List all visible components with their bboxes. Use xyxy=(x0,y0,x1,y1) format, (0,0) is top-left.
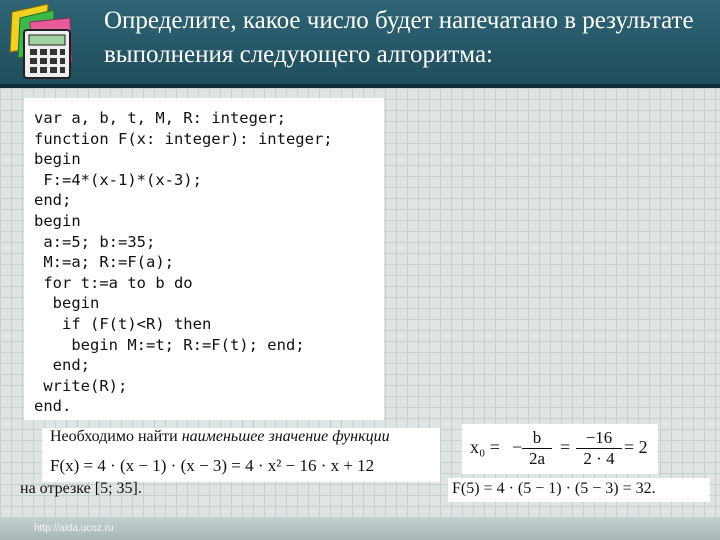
fraction-denominator: 2 · 4 xyxy=(583,449,615,468)
interval-text: на отрезке [5; 35]. xyxy=(20,480,142,497)
code-line: end; xyxy=(34,356,90,375)
header-divider xyxy=(0,84,720,88)
code-line: var a, b, t, M, R: integer; xyxy=(34,109,286,127)
code-line: begin xyxy=(34,211,81,230)
fraction-denominator: 2a xyxy=(528,449,546,468)
code-line: if (F(t)<R) then xyxy=(34,314,212,333)
solution-emphasis: наименьшее значение функции xyxy=(181,428,390,445)
vertex-equals: = xyxy=(560,437,571,457)
solution-statement xyxy=(50,428,390,446)
solution-text: Необходимо найти xyxy=(50,428,182,445)
code-panel xyxy=(24,98,384,420)
code-line: begin xyxy=(34,150,81,169)
code-line: begin xyxy=(34,294,100,313)
f5-evaluation: F(5) = 4 · (5 − 1) · (5 − 3) = 32. xyxy=(452,480,656,497)
vertex-minus: − xyxy=(512,437,523,457)
code-line: end; xyxy=(34,191,72,210)
vertex-result: = 2 xyxy=(624,437,648,457)
code-line: M:=a; R:=F(a); xyxy=(34,253,174,272)
code-line: F:=4*(x-1)*(x-3); xyxy=(34,170,202,189)
code-line: write(R); xyxy=(34,376,128,395)
slide-title: Определите, какое число будет напечатано в результате выполнения следующего алгоритма: xyxy=(104,7,694,68)
footer-url: http://aida.ucoz.ru xyxy=(34,523,114,534)
code-line: function F(x: integer): integer; xyxy=(34,129,333,148)
calculator-icon xyxy=(6,2,88,84)
fraction-numerator: −16 xyxy=(576,428,622,449)
fraction-numerator: b xyxy=(522,428,552,449)
vertex-fraction-2 xyxy=(576,428,622,469)
slide-header xyxy=(0,0,720,88)
code-line: begin M:=t; R:=F(t); end; xyxy=(34,335,305,354)
vertex-fraction-1 xyxy=(522,428,552,469)
code-line: for t:=a to b do xyxy=(34,273,193,292)
vertex-lhs: x₀ = xyxy=(470,437,500,457)
code-line: end. xyxy=(34,397,72,416)
code-line: a:=5; b:=35; xyxy=(34,232,156,251)
code-listing xyxy=(34,108,333,417)
function-formula: F(x) = 4 · (x − 1) · (x − 3) = 4 · x² − 16 · x + 12 xyxy=(50,456,375,475)
